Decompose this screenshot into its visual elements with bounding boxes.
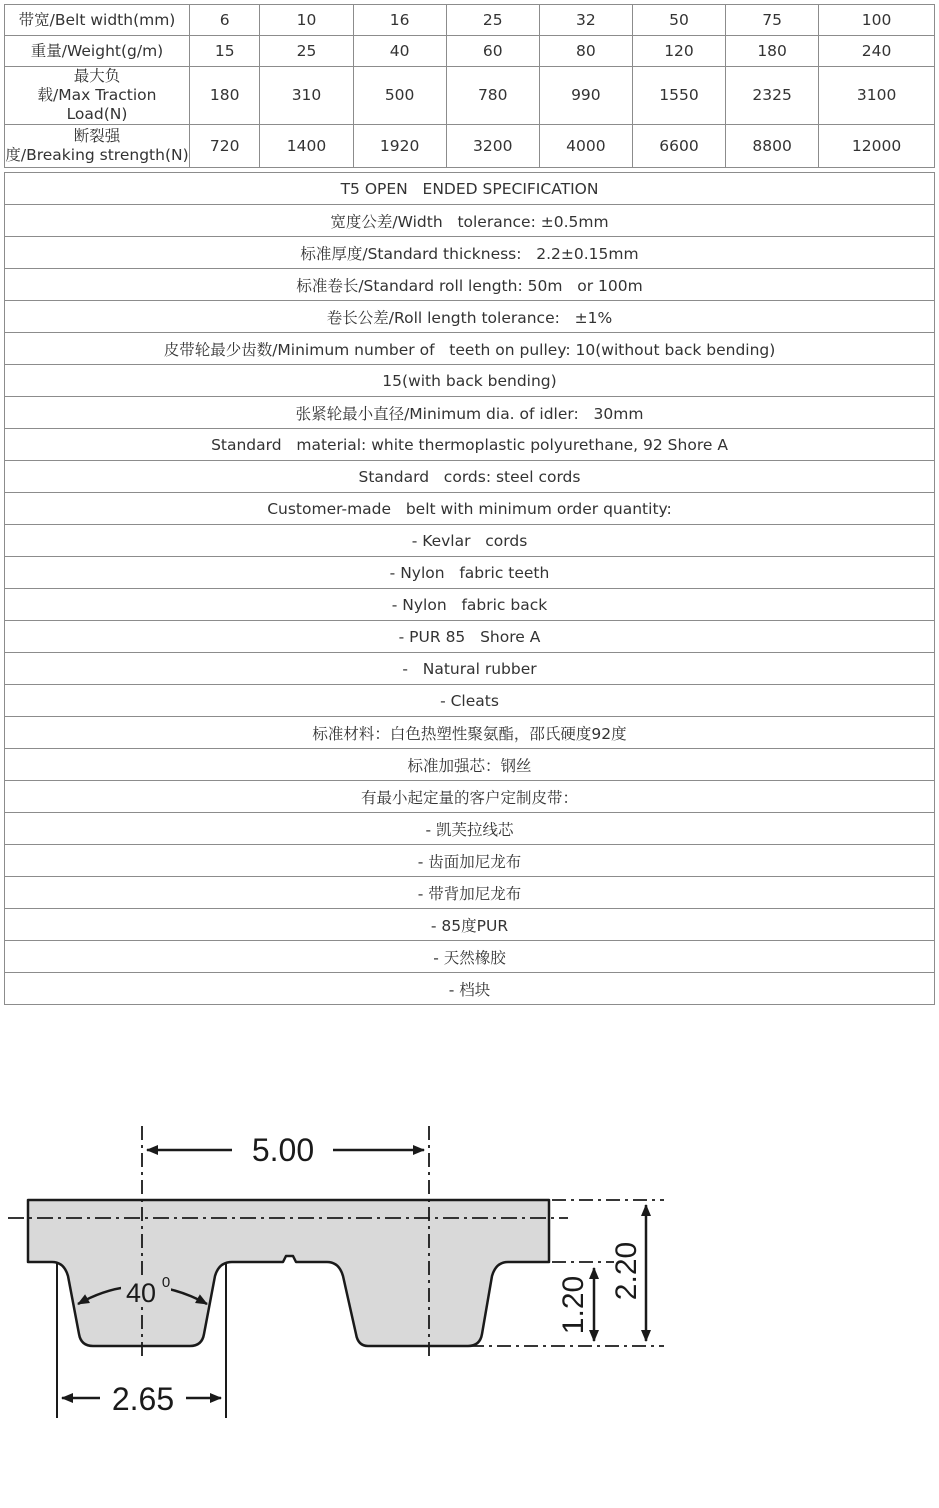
table-row (5, 653, 935, 685)
table-row (5, 557, 935, 589)
table-row (5, 685, 935, 717)
table-row (5, 397, 935, 429)
table-cell: 780 (446, 67, 539, 125)
table-row (5, 67, 935, 125)
spec-title: T5 OPEN ENDED SPECIFICATION (5, 173, 935, 205)
list-item: 有最小起定量的客户定制皮带： (5, 781, 935, 813)
table-row (5, 621, 935, 653)
t5-tooth-profile-diagram (0, 1100, 939, 1430)
table-cell: 50 (632, 5, 725, 36)
table-cell: 310 (260, 67, 353, 125)
angle-unit: 0 (161, 1274, 171, 1291)
table-cell: 10 (260, 5, 353, 36)
table-cell: 60 (446, 36, 539, 67)
table-cell: 990 (539, 67, 632, 125)
row-label-line: 断裂强 (73, 127, 121, 145)
row-label-line: 度/Breaking strength(N) (5, 146, 189, 164)
row-label-line: 最大负 (73, 67, 121, 85)
table-row (5, 717, 935, 749)
table-row (5, 845, 935, 877)
list-item: Customer-made belt with minimum order quantity: (5, 493, 935, 525)
table-cell: 12000 (819, 125, 935, 168)
row-label-breaking-strength (5, 125, 190, 168)
list-item: 15(with back bending) (5, 365, 935, 397)
table-row (5, 749, 935, 781)
table-cell: 1550 (632, 67, 725, 125)
table-cell: 25 (260, 36, 353, 67)
table-cell: 2325 (726, 67, 819, 125)
row-label-weight: 重量/Weight(g/m) (5, 36, 190, 67)
list-item: - 档块 (5, 973, 935, 1005)
table-row (5, 973, 935, 1005)
table-cell: 100 (819, 5, 935, 36)
row-label-belt-width: 带宽/Belt width(mm) (5, 5, 190, 36)
table-row (5, 173, 935, 205)
table-row (5, 333, 935, 365)
table-cell: 15 (190, 36, 260, 67)
table-row (5, 269, 935, 301)
list-item: - PUR 85 Shore A (5, 621, 935, 653)
table-row (5, 813, 935, 845)
tooth-width-label: 2.65 (111, 1381, 175, 1417)
table-row (5, 461, 935, 493)
table-row (5, 125, 935, 168)
table-cell: 120 (632, 36, 725, 67)
list-item: 张紧轮最小直径/Minimum dia. of idler: 30mm (5, 397, 935, 429)
belt-profile (28, 1200, 549, 1346)
table-cell: 16 (353, 5, 446, 36)
total-height-label: 2.20 (610, 1241, 643, 1301)
table-row (5, 941, 935, 973)
table-cell: 75 (726, 5, 819, 36)
list-item: - 85度PUR (5, 909, 935, 941)
table-cell: 1920 (353, 125, 446, 168)
list-item: - Cleats (5, 685, 935, 717)
list-item: - Nylon fabric teeth (5, 557, 935, 589)
table-row (5, 36, 935, 67)
table-row (5, 205, 935, 237)
table-cell: 500 (353, 67, 446, 125)
list-item: 卷长公差/Roll length tolerance: ±1% (5, 301, 935, 333)
table-row (5, 877, 935, 909)
angle-label: 40 (125, 1278, 157, 1308)
list-item: - 带背加尼龙布 (5, 877, 935, 909)
list-item: - 齿面加尼龙布 (5, 845, 935, 877)
tooth-height-label: 1.20 (557, 1275, 590, 1335)
list-item: Standard material: white thermoplastic polyurethane, 92 Shore A (5, 429, 935, 461)
row-label-line: 载/Max Traction Load(N) (37, 86, 157, 123)
table-cell: 80 (539, 36, 632, 67)
table-cell: 25 (446, 5, 539, 36)
table-cell: 180 (726, 36, 819, 67)
table-row (5, 5, 935, 36)
table-cell: 240 (819, 36, 935, 67)
list-item: - Natural rubber (5, 653, 935, 685)
list-item: - Kevlar cords (5, 525, 935, 557)
table-cell: 4000 (539, 125, 632, 168)
list-item: 标准卷长/Standard roll length: 50m or 100m (5, 269, 935, 301)
table-cell: 720 (190, 125, 260, 168)
table-row (5, 493, 935, 525)
table-row (5, 781, 935, 813)
table-row (5, 365, 935, 397)
table-row (5, 429, 935, 461)
list-item: - 凯芙拉线芯 (5, 813, 935, 845)
table-cell: 8800 (726, 125, 819, 168)
table-row (5, 909, 935, 941)
list-item: - Nylon fabric back (5, 589, 935, 621)
table-row (5, 301, 935, 333)
table-row (5, 589, 935, 621)
table-cell: 32 (539, 5, 632, 36)
table-cell: 3100 (819, 67, 935, 125)
table-row (5, 237, 935, 269)
row-label-max-traction-load (5, 67, 190, 125)
table-cell: 1400 (260, 125, 353, 168)
list-item: 标准加强芯：钢丝 (5, 749, 935, 781)
list-item: 皮带轮最少齿数/Minimum number of teeth on pulley: 10(without back bending) (5, 333, 935, 365)
table-cell: 180 (190, 67, 260, 125)
list-item: 宽度公差/Width tolerance: ±0.5mm (5, 205, 935, 237)
pitch-label: 5.00 (251, 1132, 315, 1168)
open-ended-spec-list (4, 172, 935, 1005)
list-item: 标准材料：白色热塑性聚氨酯，邵氏硬度92度 (5, 717, 935, 749)
list-item: - 天然橡胶 (5, 941, 935, 973)
belt-spec-table (4, 4, 935, 168)
table-cell: 3200 (446, 125, 539, 168)
list-item: 标准厚度/Standard thickness: 2.2±0.15mm (5, 237, 935, 269)
table-cell: 6 (190, 5, 260, 36)
table-row (5, 525, 935, 557)
table-cell: 40 (353, 36, 446, 67)
table-cell: 6600 (632, 125, 725, 168)
list-item: Standard cords: steel cords (5, 461, 935, 493)
